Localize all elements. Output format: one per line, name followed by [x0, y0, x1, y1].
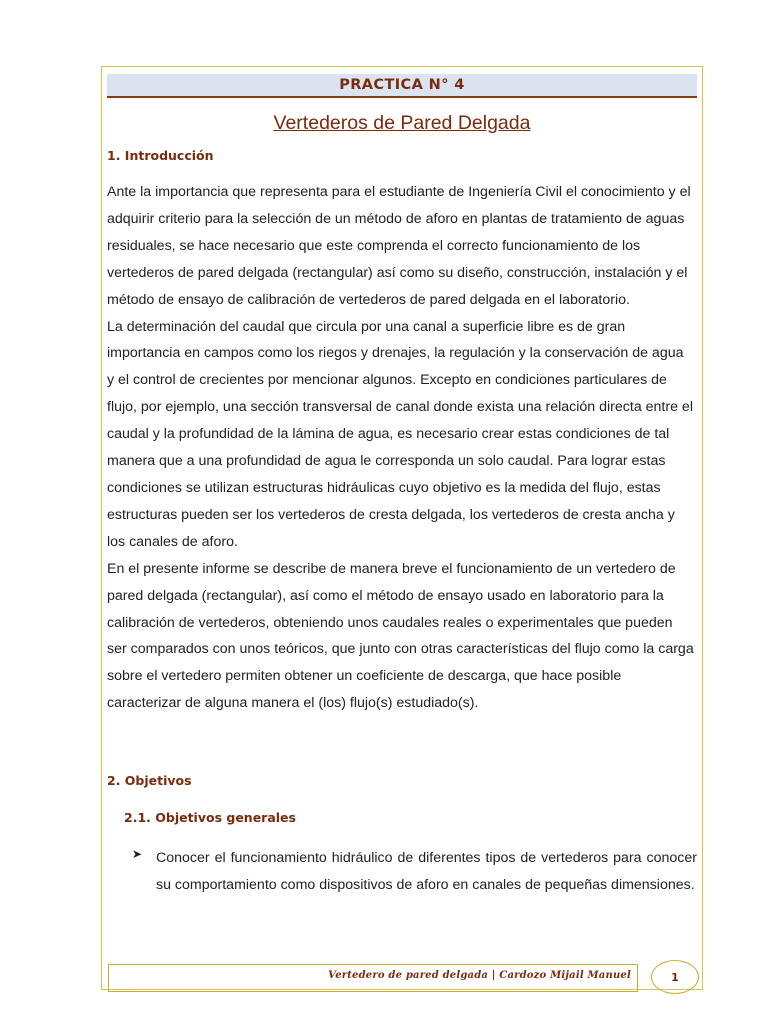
objetivo-general-1: Conocer el funcionamiento hidráulico de diferentes tipos de vertederos para conocer su comportamiento como dispositivos de aforo en canales de pequeñas dimensiones.	[156, 850, 697, 893]
page-number: 1	[671, 971, 679, 984]
footer-text: Vertedero de pared delgada | Cardozo Mijail Manuel	[328, 970, 631, 981]
intro-heading: 1. Introducción	[107, 148, 214, 163]
footer	[108, 964, 638, 992]
practica-header-band	[107, 74, 697, 98]
intro-paragraph-1: Ante la importancia que representa para el estudiante de Ingeniería Civil el conocimiento y el adquirir criterio para la selección de un método de aforo en plantas de tratamiento de aguas residuales, se hace necesario que este comprenda el correcto funcionamiento de los vertederos de pared delgada (rectangular) así como su diseño, construcción, instalación y el método de ensayo de calibración de vertederos de pared delgada en el laboratorio.	[107, 184, 691, 308]
objetivos-generales-heading: 2.1. Objetivos generales	[124, 810, 296, 825]
intro-paragraph-2: La determinación del caudal que circula por una canal a superficie libre es de gran importancia en campos como los riegos y drenajes, la regulación y la conservación de agua y el control de crecientes por mencionar algunos. Excepto en condiciones particulares de flujo, por ejemplo, una sección transversal de canal donde exista una relación directa entre el caudal y la profundidad de la lámina de agua, es necesario crear estas condiciones de tal manera que a una profundidad de agua le corresponda un solo caudal. Para lograr estas condiciones se utilizan estructuras hidráulicas cuyo objetivo es la medida del flujo, estas estructuras pueden ser los vertederos de cresta delgada, los vertederos de cresta ancha y los canales de aforo.	[107, 318, 693, 550]
arrow-bullet-icon: ➤	[132, 847, 143, 861]
intro-paragraph-3: En el presente informe se describe de manera breve el funcionamiento de un vertedero de pared delgada (rectangular), así como el método de ensayo usado en laboratorio para la calibración de vertederos, obteniendo unos caudales reales o experimentales que pueden ser comparados con unos teóricos, que junto con otras características del flujo como la carga sobre el vertedero permiten obtener un coeficiente de descarga, que hace posible caracterizar de alguna manera el (los) flujo(s) estudiado(s).	[107, 560, 694, 712]
practica-label: PRACTICA N° 4	[339, 77, 465, 93]
page-number-badge	[651, 960, 699, 994]
objetivos-heading: 2. Objetivos	[107, 773, 192, 788]
document-title: Vertederos de Pared Delgada	[273, 112, 531, 134]
intro-body	[107, 179, 694, 717]
